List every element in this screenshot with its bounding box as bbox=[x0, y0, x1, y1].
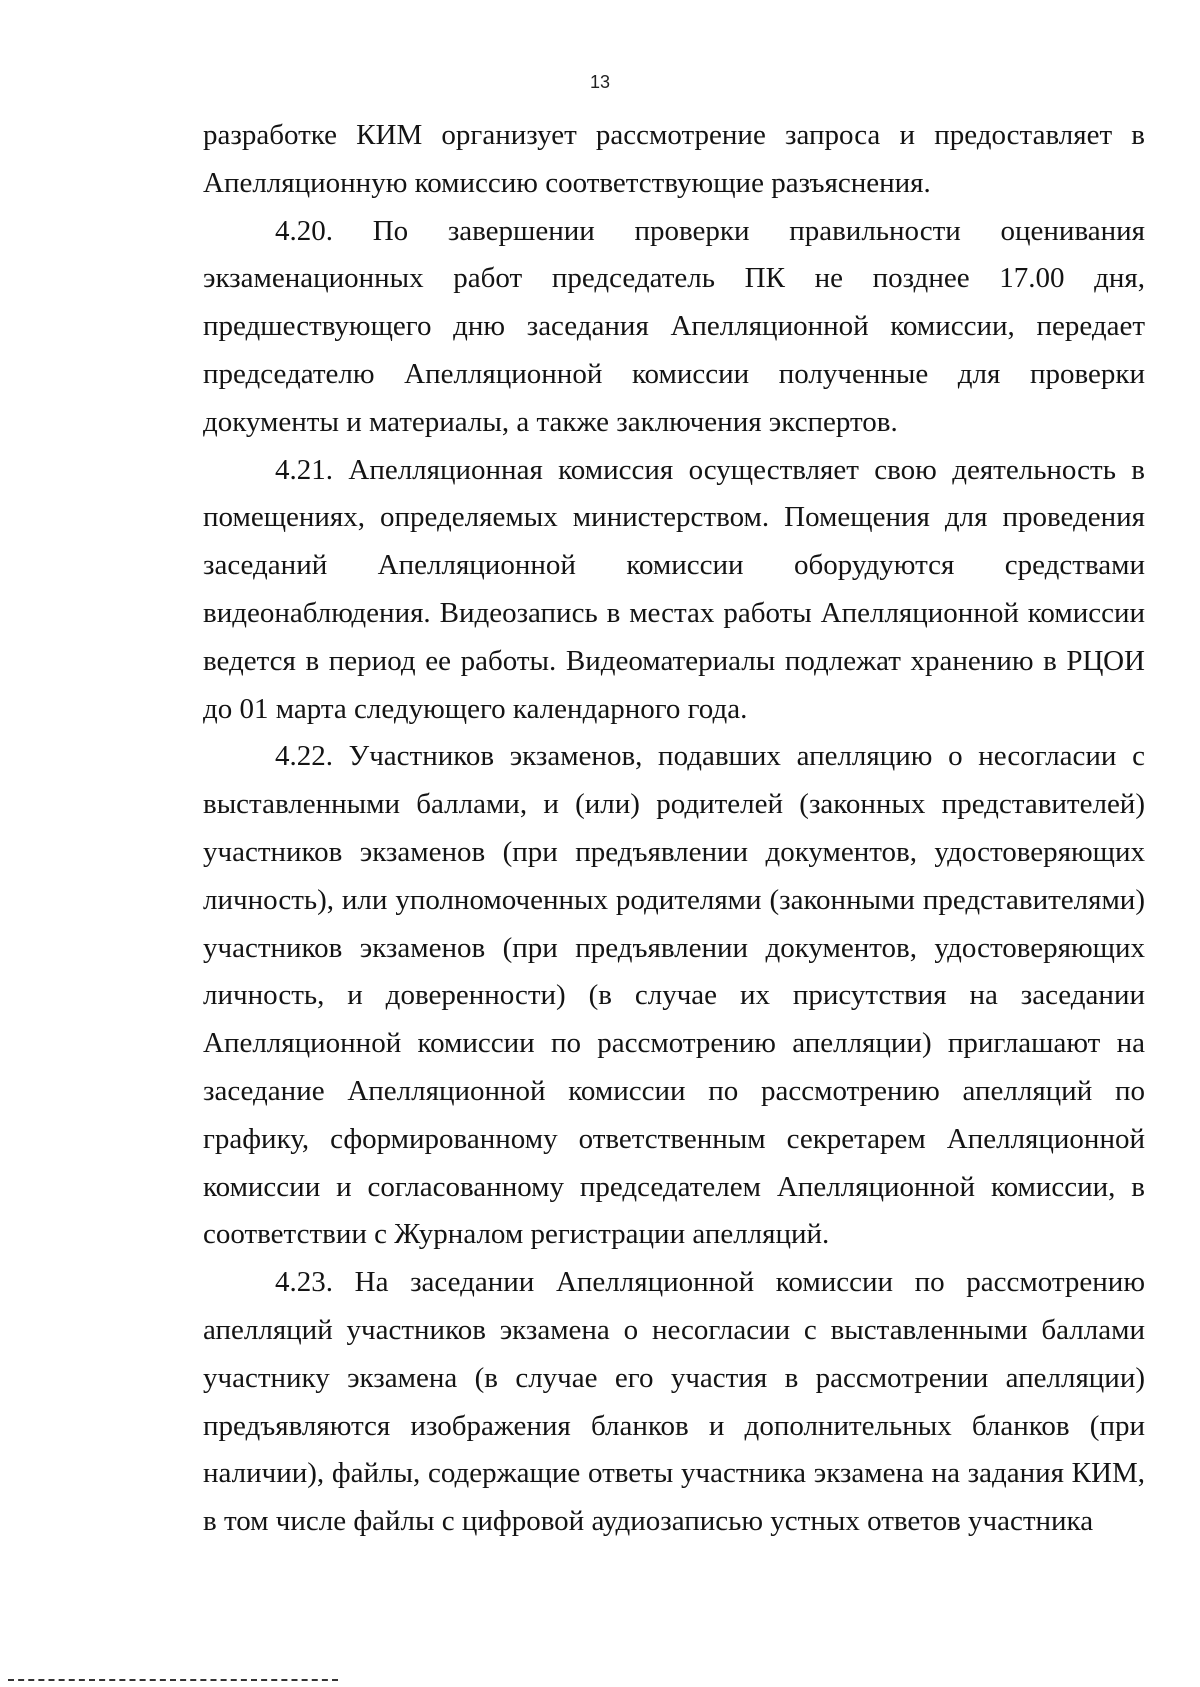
document-body bbox=[203, 112, 1145, 1546]
paragraph-4-20: 4.20. По завершении проверки правильности оценивания экзаменационных работ председатель ПК не позднее 17.00 дня, предшествующего дню заседания Апелляционной комиссии, передает председателю Апелляционной комиссии полученные для проверки документы и материалы, а также заключения экспертов. bbox=[203, 214, 1145, 438]
paragraph-continuation: разработке КИМ организует рассмотрение запроса и предоставляет в Апелляционную комиссию соответствующие разъяснения. bbox=[203, 119, 1145, 199]
page-number: 13 bbox=[589, 72, 611, 92]
footer-divider bbox=[8, 1679, 338, 1681]
paragraph-4-21: 4.21. Апелляционная комиссия осуществляет свою деятельность в помещениях, определяемых министерством. Помещения для проведения заседаний Апелляционной комиссии оборудуются средствами видеонаблюдения. Видеозапись в местах работы Апелляционной комиссии ведется в период ее работы. Видеоматериалы подлежат хранению в РЦОИ до 01 марта следующего календарного года. bbox=[203, 453, 1145, 725]
paragraph-4-22: 4.22. Участников экзаменов, подавших апелляцию о несогласии с выставленными баллами, и (или) родителей (законных представителей) участников экзаменов (при предъявлении документов, удостоверяющих личность), или уполномоченных родителями (законными представителями) участников экзаменов (при предъявлении документов, удостоверяющих личность, и доверенности) (в случае их присутствия на заседании Апелляционной комиссии по рассмотрению апелляции) приглашают на заседание Апелляционной комиссии по рассмотрению апелляций по графику, сформированному ответственным секретарем Апелляционной комиссии и согласованному председателем Апелляционной комиссии, в соответствии с Журналом регистрации апелляций. bbox=[203, 740, 1145, 1251]
paragraph-4-23: 4.23. На заседании Апелляционной комиссии по рассмотрению апелляций участников экзамена о несогласии с выставленными баллами участнику экзамена (в случае его участия в рассмотрении апелляции) предъявляются изображения бланков и дополнительных бланков (при наличии), файлы, содержащие ответы участника экзамена на задания КИМ, в том числе файлы с цифровой аудиозаписью устных ответов участника bbox=[203, 1266, 1145, 1538]
